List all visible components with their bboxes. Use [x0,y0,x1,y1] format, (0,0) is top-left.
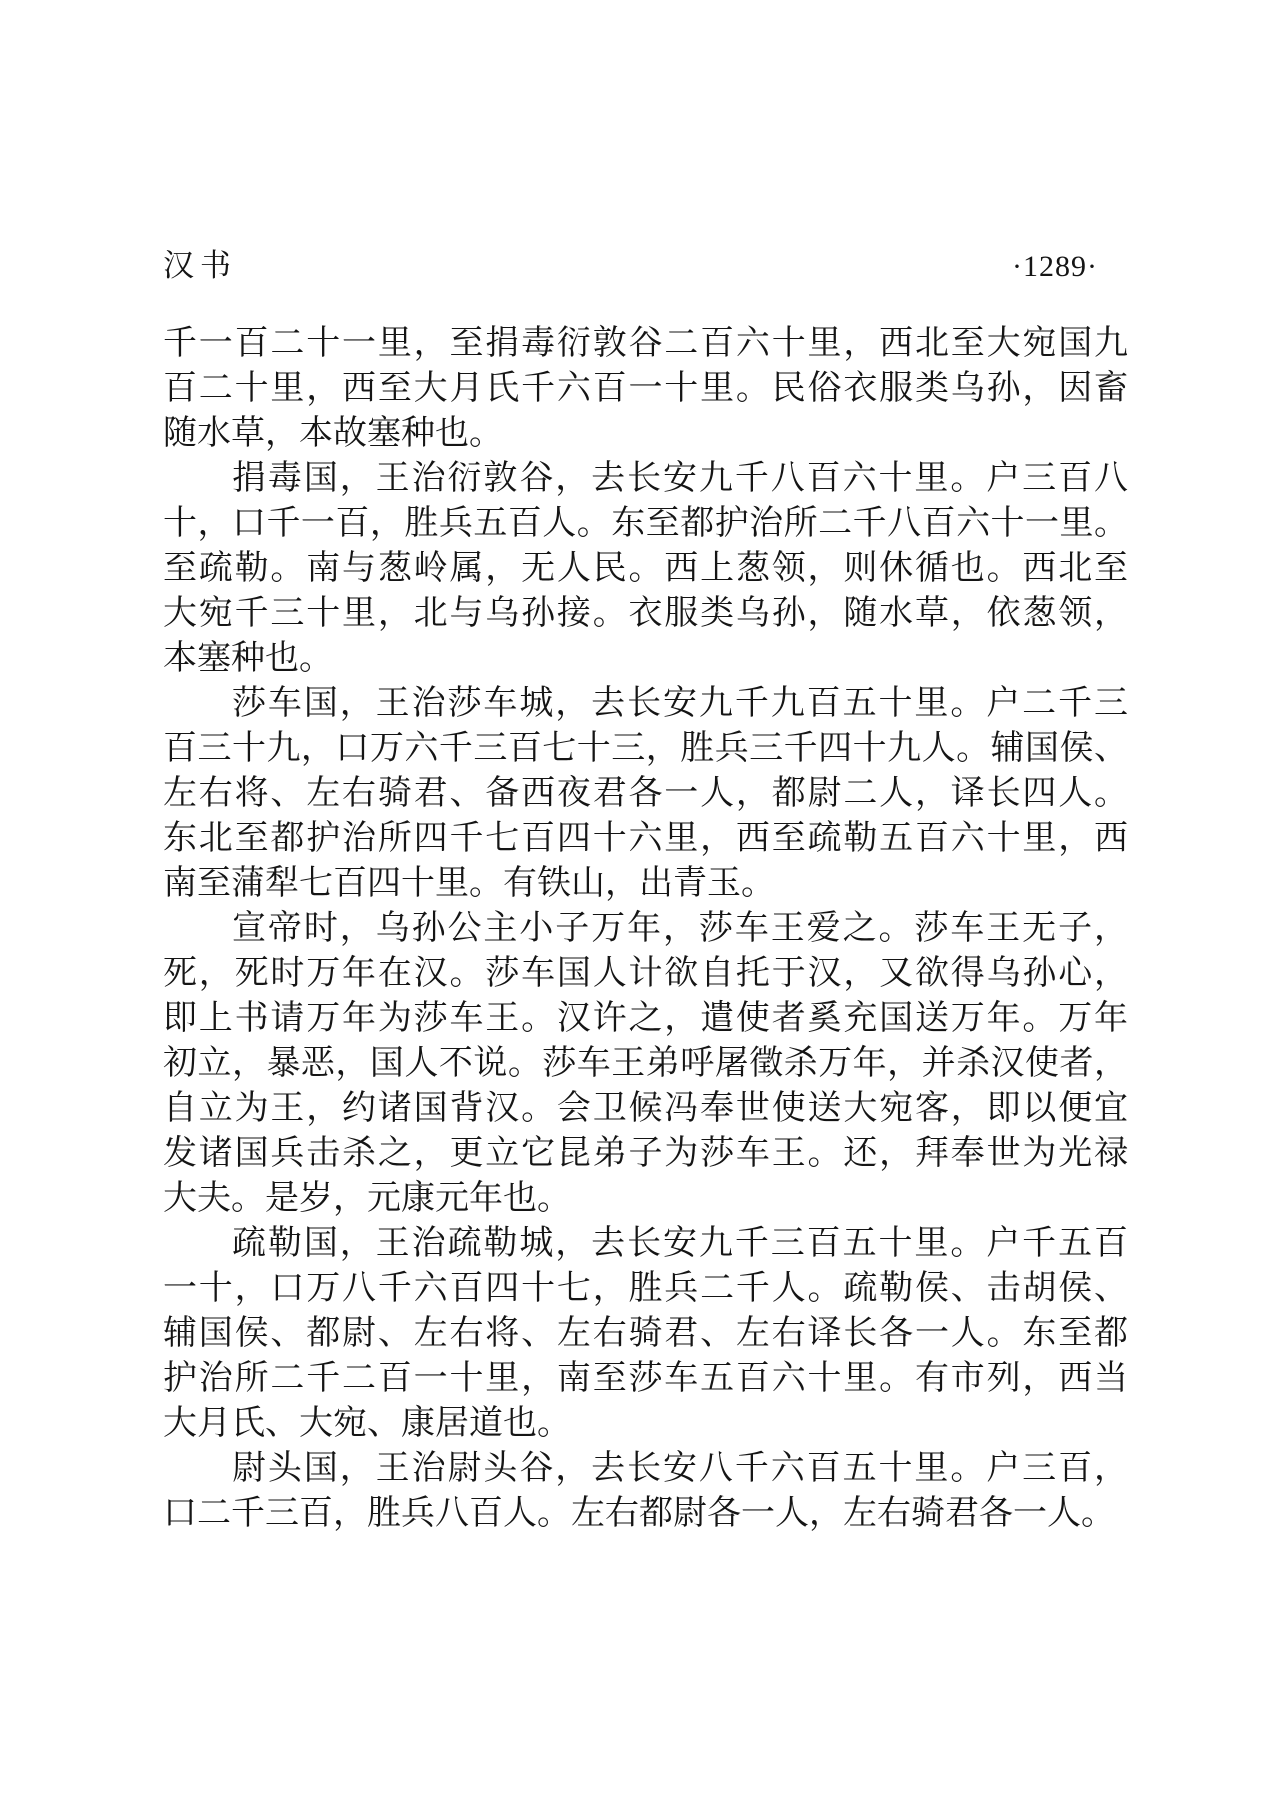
page-number: ·1289· [1012,250,1098,283]
text-line: 即上书请万年为莎车王。汉许之，遣使者奚充国送万年。万年 [163,1000,1128,1037]
text-line: 大月氏、大宛、康居道也。 [163,1405,571,1442]
text-line: 随水草，本故塞种也。 [163,415,503,452]
text-line: 东北至都护治所四千七百四十六里，西至疏勒五百六十里，西 [163,820,1128,857]
text-line: 口二千三百，胜兵八百人。左右都尉各一人，左右骑君各一人。 [163,1495,1115,1532]
text-line: 千一百二十一里，至捐毒衍敦谷二百六十里，西北至大宛国九 [163,325,1128,362]
text-line: 辅国侯、都尉、左右将、左右骑君、左右译长各一人。东至都 [163,1315,1128,1352]
text-line: 护治所二千二百一十里，南至莎车五百六十里。有市列，西当 [163,1360,1128,1397]
body-text [163,321,1128,1536]
text-line: 大宛千三十里，北与乌孙接。衣服类乌孙，随水草，依葱领， [163,595,1128,632]
text-line: 本塞种也。 [163,640,333,677]
text-line: 初立，暴恶，国人不说。莎车王弟呼屠徵杀万年，并杀汉使者， [163,1045,1128,1082]
text-line: 莎车国，王治莎车城，去长安九千九百五十里。户二千三 [232,685,1128,722]
running-header [163,245,1128,287]
text-line: 至疏勒。南与葱岭属，无人民。西上葱领，则休循也。西北至 [163,550,1128,587]
text-line: 左右将、左右骑君、备西夜君各一人，都尉二人，译长四人。 [163,775,1128,812]
text-line: 疏勒国，王治疏勒城，去长安九千三百五十里。户千五百 [232,1225,1128,1262]
text-line: 捐毒国，王治衍敦谷，去长安九千八百六十里。户三百八 [232,460,1128,497]
text-line: 十，口千一百，胜兵五百人。东至都护治所二千八百六十一里。 [163,505,1128,542]
text-line: 百三十九，口万六千三百七十三，胜兵三千四十九人。辅国侯、 [163,730,1128,767]
text-line: 百二十里，西至大月氏千六百一十里。民俗衣服类乌孙，因畜 [163,370,1128,407]
text-line: 大夫。是岁，元康元年也。 [163,1180,571,1217]
text-line: 自立为王，约诸国背汉。会卫候冯奉世使送大宛客，即以便宜 [163,1090,1128,1127]
text-line: 宣帝时，乌孙公主小子万年，莎车王爱之。莎车王无子， [232,910,1128,947]
text-line: 南至蒲犁七百四十里。有铁山，出青玉。 [163,865,775,902]
text-line: 一十，口万八千六百四十七，胜兵二千人。疏勒侯、击胡侯、 [163,1270,1128,1307]
text-line: 死，死时万年在汉。莎车国人计欲自托于汉，又欲得乌孙心， [163,955,1128,992]
running-title: 汉书 [163,248,237,283]
text-line: 发诸国兵击杀之，更立它昆弟子为莎车王。还，拜奉世为光禄 [163,1135,1128,1172]
text-line: 尉头国，王治尉头谷，去长安八千六百五十里。户三百， [232,1450,1128,1487]
page-content [163,245,1128,1536]
